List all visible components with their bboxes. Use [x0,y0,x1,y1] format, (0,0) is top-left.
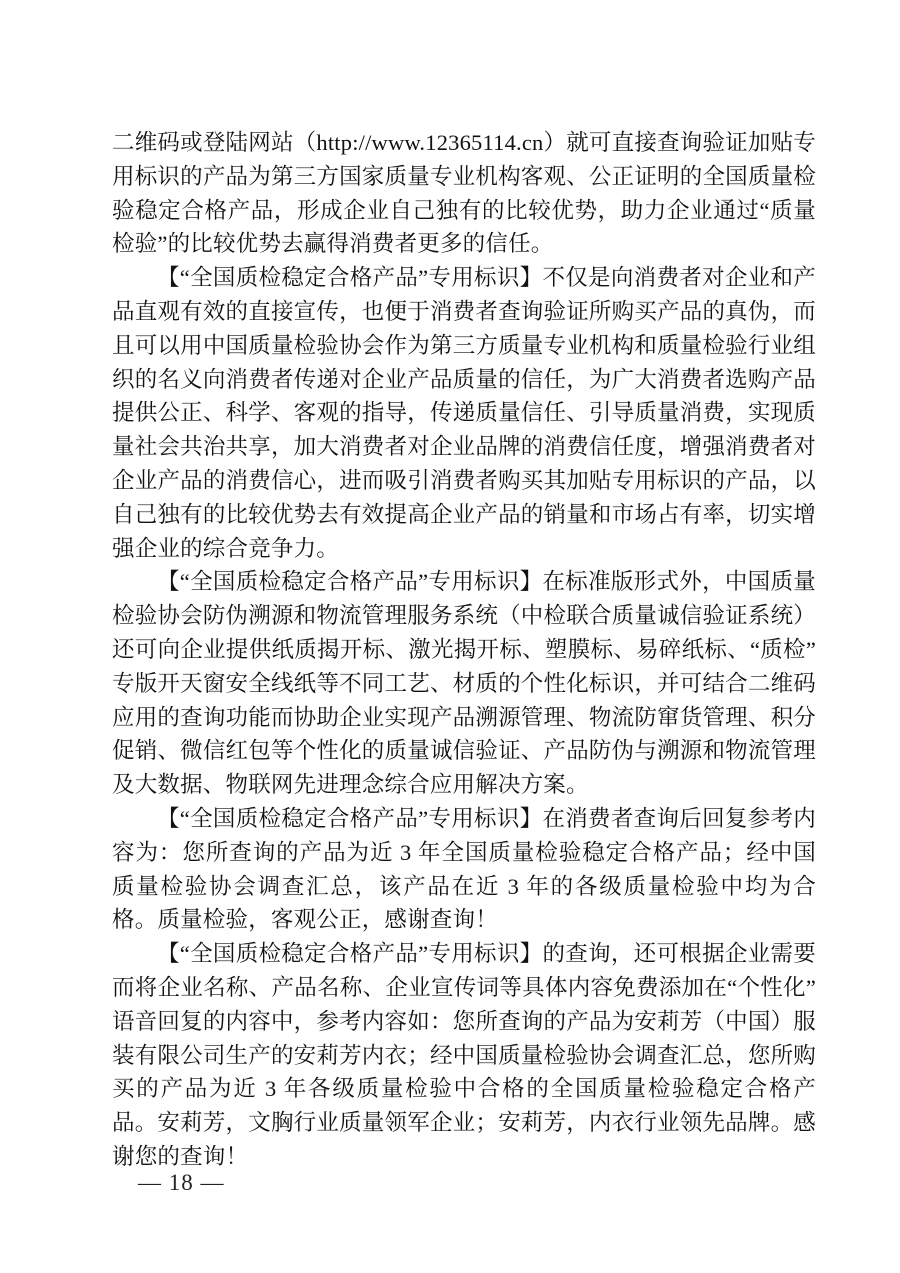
paragraph: 【“全国质检稳定合格产品”专用标识】在消费者查询后回复参考内容为：您所查询的产品为近 3 年全国质量检验稳定合格产品；经中国质量检验协会调查汇总，该产品在近 3 年的各级质量检验中均为合格。质量检验，客观公正，感谢查询！ [112,805,816,933]
paragraph-continuation: 二维码或登陆网站（http://www.12365114.cn）就可直接查询验证加贴专用标识的产品为第三方国家质量专业机构客观、公正证明的全国质量检验稳定合格产品，形成企业自己独有的比较优势，助力企业通过“质量检验”的比较优势去赢得消费者更多的信任。 [112,130,816,257]
page-body-text [112,126,816,1174]
paragraph: 【“全国质检稳定合格产品”专用标识】不仅是向消费者对企业和产品直观有效的直接宣传，也便于消费者查询验证所购买产品的真伪，而且可以用中国质量检验协会作为第三方质量专业机构和质量检验行业组织的名义向消费者传递对企业产品质量的信任，为广大消费者选购产品提供公正、科学、客观的指导，传递质量信任、引导质量消费，实现质量社会共治共享，加大消费者对企业品牌的消费信任度，增强消费者对企业产品的消费信心，进而吸引消费者购买其加贴专用标识的产品，以自己独有的比较优势去有效提高企业产品的销量和市场占有率，切实增强企业的综合竞争力。 [112,265,816,561]
page-footer [138,1170,225,1196]
paragraph: 【“全国质检稳定合格产品”专用标识】的查询，还可根据企业需要而将企业名称、产品名称、企业宣传词等具体内容免费添加在“个性化”语音回复的内容中，参考内容如：您所查询的产品为安莉芳（中国）服装有限公司生产的安莉芳内衣；经中国质量检验协会调查汇总，您所购买的产品为近 3 年各级质量检验中合格的全国质量检验稳定合格产品。安莉芳，文胸行业质量领军企业；安莉芳，内衣行业领先品牌。感谢您的查询！ [112,941,816,1169]
paragraph: 【“全国质检稳定合格产品”专用标识】在标准版形式外，中国质量检验协会防伪溯源和物流管理服务系统（中检联合质量诚信验证系统）还可向企业提供纸质揭开标、激光揭开标、塑膜标、易碎纸标、“质检”专版开天窗安全线纸等不同工艺、材质的个性化标识，并可结合二维码应用的查询功能而协助企业实现产品溯源管理、物流防窜货管理、积分促销、微信红包等个性化的质量诚信验证、产品防伪与溯源和物流管理及大数据、物联网先进理念综合应用解决方案。 [112,569,816,798]
page-number: — 18 — [138,1170,225,1195]
